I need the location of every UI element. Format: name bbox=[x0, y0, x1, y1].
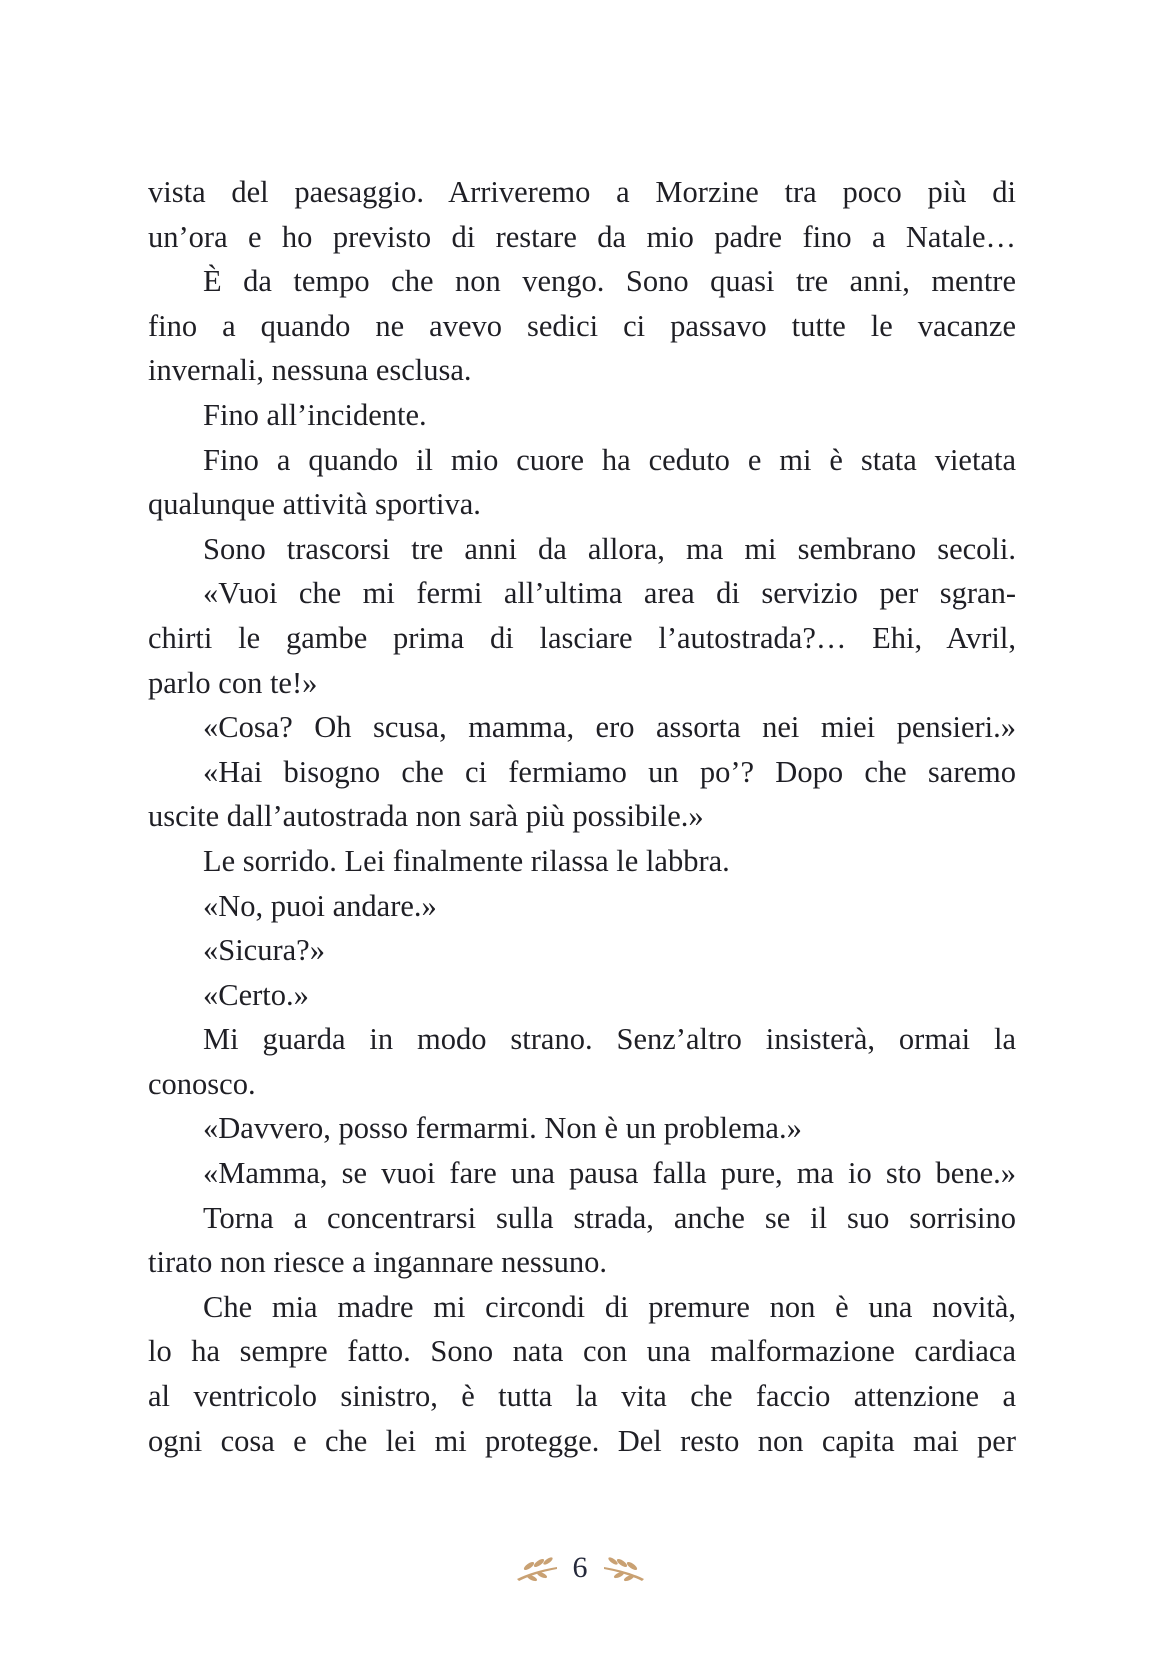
text-line: «Mamma, se vuoi fare una pausa falla pure, ma io sto bene.» bbox=[203, 1156, 1016, 1191]
text-line: Torna a concentrarsi sulla strada, anche se il suo sorrisino bbox=[203, 1200, 1016, 1235]
page-number: 6 bbox=[572, 1551, 588, 1584]
text-line: Le sorrido. Lei finalmente rilassa le labbra. bbox=[203, 843, 730, 878]
text-line: tirato non riesce a ingannare nessuno. bbox=[148, 1245, 608, 1280]
text-line: invernali, nessuna esclusa. bbox=[148, 353, 472, 388]
text-line: «Cosa? Oh scusa, mamma, ero assorta nei miei pensieri.» bbox=[203, 710, 1016, 745]
wheat-sprig-icon bbox=[602, 1553, 648, 1583]
text-line: Mi guarda in modo strano. Senz’altro insisterà, ormai la bbox=[203, 1022, 1016, 1057]
text-line: «Sicura?» bbox=[203, 933, 325, 968]
text-line: lo ha sempre fatto. Sono nata con una malformazione cardiaca bbox=[148, 1334, 1016, 1369]
text-line: vista del paesaggio. Arriveremo a Morzine tra poco più di bbox=[148, 175, 1016, 209]
text-line: ogni cosa e che lei mi protegge. Del resto non capita mai per bbox=[148, 1423, 1016, 1458]
page-footer bbox=[0, 1540, 1160, 1596]
text-line: «Vuoi che mi fermi all’ultima area di servizio per sgran- bbox=[203, 576, 1016, 611]
text-line: Fino all’incidente. bbox=[203, 397, 427, 432]
text-line: conosco. bbox=[148, 1066, 256, 1101]
wheat-sprig-icon bbox=[513, 1553, 559, 1583]
text-line: È da tempo che non vengo. Sono quasi tre anni, mentre bbox=[203, 264, 1016, 299]
text-line: un’ora e ho previsto di restare da mio padre fino a Natale… bbox=[148, 219, 1016, 254]
text-line: al ventricolo sinistro, è tutta la vita che faccio attenzione a bbox=[148, 1379, 1016, 1414]
text-line: Che mia madre mi circondi di premure non è una novità, bbox=[203, 1289, 1016, 1324]
text-line: «Certo.» bbox=[203, 977, 309, 1012]
body-text bbox=[148, 170, 1016, 1463]
text-line: «No, puoi andare.» bbox=[203, 888, 437, 923]
text-line: qualunque attività sportiva. bbox=[148, 487, 481, 522]
text-line: «Davvero, posso fermarmi. Non è un problema.» bbox=[203, 1111, 802, 1146]
text-line: fino a quando ne avevo sedici ci passavo tutte le vacanze bbox=[148, 308, 1016, 343]
text-line: uscite dall’autostrada non sarà più possibile.» bbox=[148, 799, 704, 834]
text-line: chirti le gambe prima di lasciare l’autostrada?… Ehi, Avril, bbox=[148, 620, 1016, 655]
text-line: Sono trascorsi tre anni da allora, ma mi sembrano secoli. bbox=[203, 531, 1016, 566]
text-line: «Hai bisogno che ci fermiamo un po’? Dopo che saremo bbox=[203, 754, 1016, 789]
text-line: Fino a quando il mio cuore ha ceduto e mi è stata vietata bbox=[203, 442, 1016, 477]
text-line: parlo con te!» bbox=[148, 665, 318, 700]
